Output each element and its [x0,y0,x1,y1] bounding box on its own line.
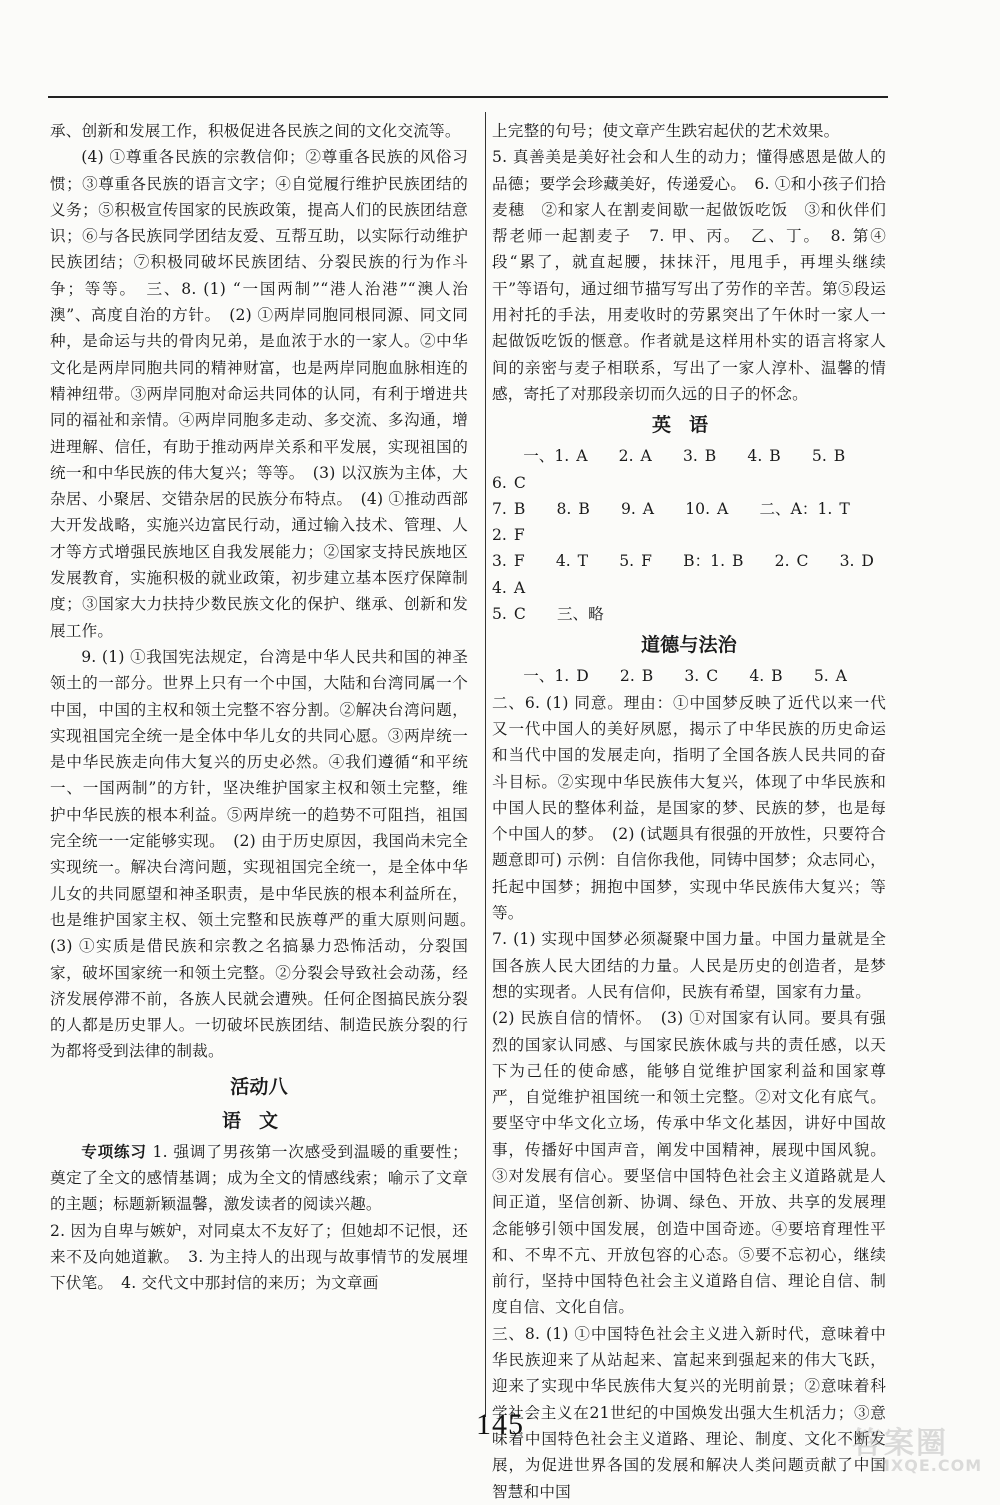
special-practice-rest: 2. 因为自卑与嫉妒，对同桌太不友好了；但她却不记恨，还来不及向她道歉。 3. 为主持人的出现与故事情节的发展埋下伏笔。 4. 交代文中那封信的来历；为文章画 [50,1221,468,1293]
page-number: 145 [476,1408,524,1441]
watermark-url: MXQE.COM [874,1456,983,1475]
column-divider [485,112,486,1417]
subject-title-english: 英语 [651,414,726,437]
section-title: 活动八 [230,1075,288,1098]
english-answer-line-2: 7. B 8. B 9. A 10. A 二、A：1. T 2. F [492,499,881,545]
special-practice-tag: 专项练习 [81,1142,147,1161]
watermark-text: 答案圈 [852,1426,948,1461]
morality-paragraph-1: 二、6. (1) 同意。理由：①中国梦反映了近代以来一代又一代中国人的美好夙愿，揭示了中华民族的历史命运和当代中国的发展走向，指明了全国各族人民共同的奋斗目标。②实现中华民族伟大复兴，体现了中华民族和中国人民的整体利益，是国家的梦、民族的梦，也是每个中国人的梦。 (2) (试题具有很强的开放性，只要符合题意即可) 示例：自信你我他，同铸中国梦；众志同心，托起中国梦；拥抱中国梦，实现中华民族伟大复兴；等等。 [492,693,886,923]
left-paragraph-3: 9. (1) ①我国宪法规定，台湾是中华人民共和国的神圣领土的一部分。世界上只有一个中国，大陆和台湾同属一个中国，中国的主权和领土完整不容分割。②解决台湾问题，实现祖国完全统一是全体中华儿女的共同心愿。③两岸统一是中华民族走向伟大复兴的历史必然。④我们遵循“和平统一、一国两制”的方针，坚决维护国家主权和领土完整，维护中华民族的根本利益。⑤两岸统一的趋势不可阻挡，祖国完全统一一定能够实现。 (2) 由于历史原因，我国尚未完全实现统一。解决台湾问题，实现祖国完全统一，是全体中华儿女的共同愿望和神圣职责，是中华民族的根本利益所在，也是维护国家主权、领土完整和民族尊严的重大原则问题。 (3) ①实质是借民族和宗教之名搞暴力恐怖活动，分裂国家，破坏国家统一和领土完整。②分裂会导致社会动荡，经济发展停滞不前，各族人民就会遭殃。任何企图搞民族分裂的人都是历史罪人。一切破坏民族团结、制造民族分裂的行为都将受到法律的制裁。 [50,647,484,1061]
morality-paragraph-3: (2) 民族自信的情怀。 (3) ①对国家有认同。要具有强烈的国家认同感、与国家民族休戚与共的责任感，以天下为己任的使命感，能够自觉维护国家利益和国家尊严，自觉维护祖国统一和领土完整。②对文化有底气。要坚守中华文化立场，传承中华文化基因，讲好中国故事，传播好中国声音，阐发中国精神，展现中国风貌。③对发展有信心。要坚信中国特色社会主义道路就是人间正道，坚信创新、协调、绿色、开放、共享的发展理念能够引领中国发展，创造中国奇迹。④要培育理性平和、不卑不亢、开放包容的心态。⑤要不忘初心，继续前行，坚持中国特色社会主义道路自信、理论自信、制度自信、文化自信。 [492,1009,886,1317]
morality-paragraph-2: 7. (1) 实现中国梦必须凝聚中国力量。中国力量就是全国各族人民大团结的力量。人民是历史的创造者，是梦想的实现者。人民有信仰，民族有希望，国家有力量。 [492,930,886,1001]
left-paragraph-1: 承、创新和发展工作，积极促进各民族之间的文化交流等。 [50,122,461,140]
morality-paragraph-4: 三、8. (1) ①中国特色社会主义进入新时代，意味着中华民族迎来了从站起来、富起来到强起来的伟大飞跃，迎来了实现中华民族伟大复兴的光明前景；②意味着科学社会主义在21世纪的中国焕发出强大生机活力；③意味着中国特色社会主义道路、理论、制度、文化不断发展，为促进世界各国的发展和解决人类问题贡献了中国智慧和中国 [492,1324,886,1501]
special-practice-paragraph [50,1139,468,1218]
right-paragraph-2: 5. 真善美是美好社会和人生的动力；懂得感恩是做人的品德；要学会珍藏美好，传递爱心。 6. ①和小孩子们拾麦穗 ②和家人在割麦间歇一起做饭吃饭 ③和伙伴们帮老师一起割麦子 7. 甲、丙。 乙、丁。 8. 第④段“累了，就直起腰，抹抹汗，甩甩手，再埋头继续干”等语句，通过细节描写写出了劳作的辛苦。第⑤段运用衬托的手法，用麦收时的劳累突出了午休时一家人一起做饭吃饭的惬意。作者就是这样用朴实的语言将家人间的亲密与麦子相联系，写出了一家人淳朴、温馨的情感，寄托了对那段亲切而久远的日子的怀念。 [492,148,886,403]
left-column [50,118,484,1296]
right-paragraph-1: 上完整的句号；使文章产生跌宕起伏的艺术效果。 [492,122,840,140]
left-paragraph-2: (4) ①尊重各民族的宗教信仰；②尊重各民族的风俗习惯；③尊重各民族的语言文字；④自觉履行维护民族团结的义务；⑤积极宣传国家的民族政策，提高人们的民族团结意识；⑥与各民族同学团结友爱、互帮互助，以实际行动维护民族团结；⑦积极同破坏民族团结、分裂民族的行为作斗争；等等。 三、8. (1) “一国两制”“港人治港”“澳人治澳”、高度自治的方针。 (2) ①两岸同胞同根同源、同文同种，是命运与共的骨肉兄弟，是血浓于水的一家人。②中华文化是两岸同胞共同的精神财富，也是两岸同胞血脉相连的精神纽带。③两岸同胞对命运共同体的认同，有利于增进共同的福祉和亲情。④两岸同胞多走动、多交流、多沟通，增进理解、信任，有助于推动两岸关系和平发展，实现祖国的统一和中华民族的伟大复兴；等等。 (3) 以汉族为主体，大杂居、小聚居、交错杂居的民族分布特点。 (4) ①推动西部大开发战略，实施兴边富民行动，通过输入技术、管理、人才等方式增强民族地区自我发展能力；②国家支持民族地区发展教育，实施积极的就业政策，初步建立基本医疗保障制度；③国家大力扶持少数民族文化的保护、继承、创新和发展工作。 [50,148,468,640]
morality-answer-line-1: 一、1. D 2. B 3. C 4. B 5. A [523,667,847,686]
subject-title-chinese: 语文 [221,1109,296,1132]
english-answer-line-3: 3. F 4. T 5. F B：1. B 2. C 3. D 4. A [492,552,906,597]
header-rule [48,96,888,98]
english-answer-line-4: 5. C 三、略 [492,605,604,624]
watermark-logo [852,1418,982,1478]
special-practice-text: 1. 强调了男孩第一次感受到温暖的重要性；奠定了全文的感情基调；成为全文的情感线索；喻示了文章的主题；标题新颖温馨，激发读者的阅读兴趣。 [50,1142,468,1214]
english-answer-line-1: 一、1. A 2. A 3. B 4. B 5. B 6. C [492,447,877,492]
subject-title-morality: 道德与法治 [640,634,737,657]
